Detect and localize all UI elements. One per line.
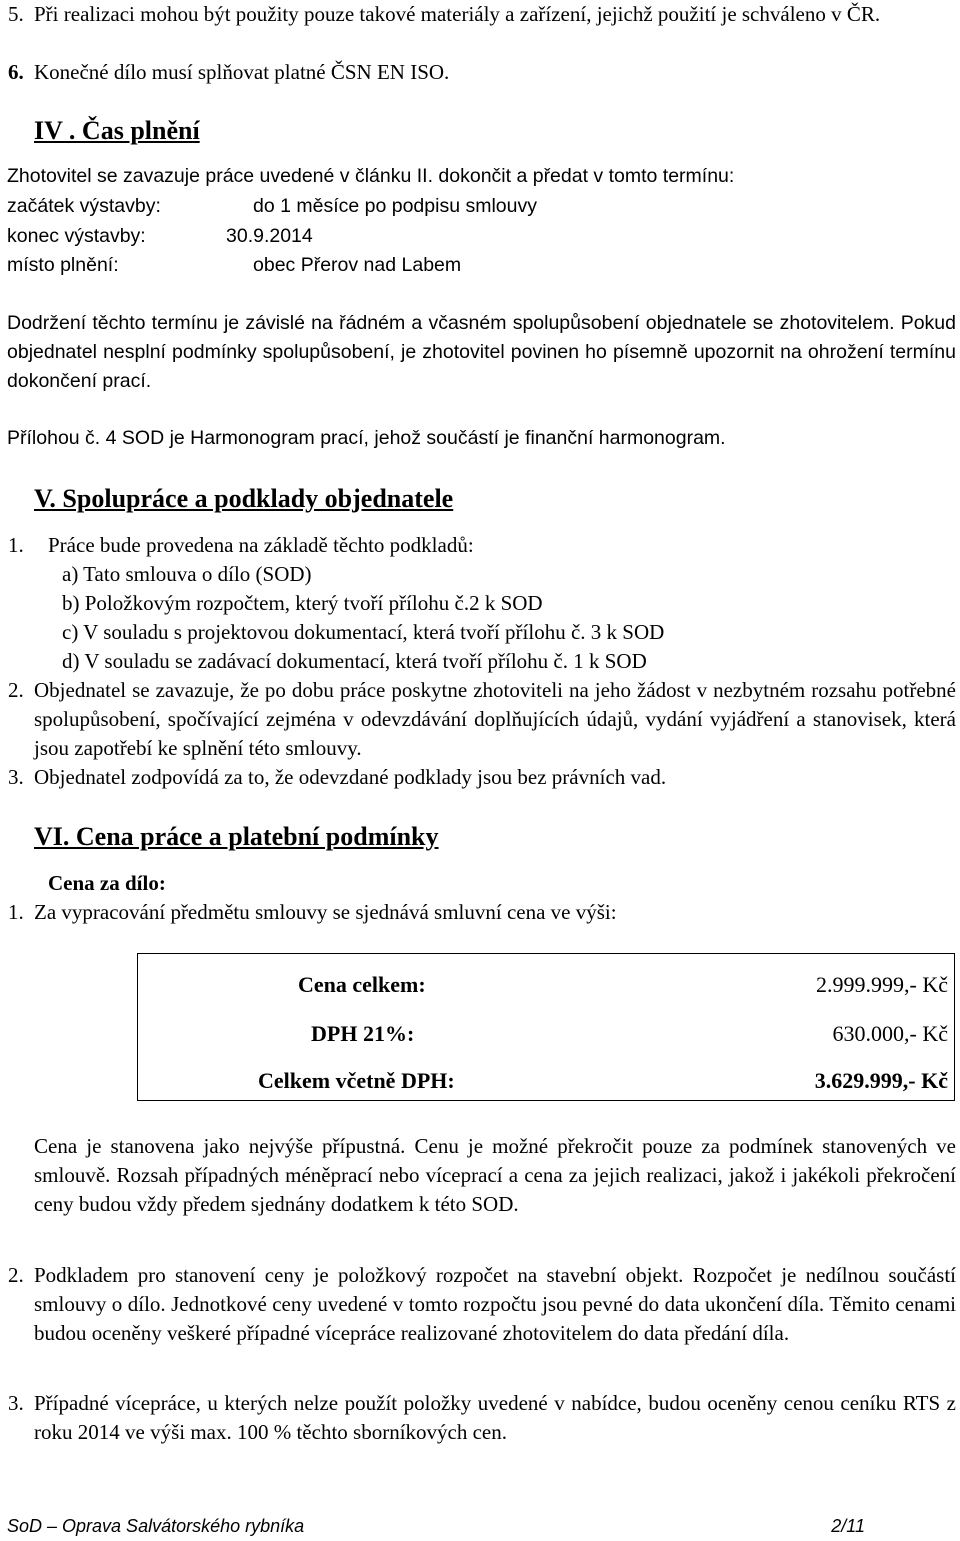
- vat-value: 630.000,- Kč: [832, 1021, 948, 1046]
- start-value: do 1 měsíce po podpisu smlouvy: [253, 195, 537, 217]
- item-number: 1.: [8, 533, 24, 557]
- section-heading-vi: VI. Cena práce a platební podmínky: [34, 822, 439, 851]
- footer-title: SoD – Oprava Salvátorského rybníka: [7, 1516, 305, 1536]
- list-item: c) V souladu s projektovou dokumentací, která tvoří přílohu č. 3 k SOD: [62, 620, 665, 644]
- item-number: 3.: [8, 765, 24, 789]
- section-heading-iv: IV . Čas plnění: [34, 116, 200, 145]
- item-number: 1.: [8, 900, 24, 924]
- item-number: 2.: [8, 1263, 24, 1287]
- item-text: Konečné dílo musí splňovat platné ČSN EN ISO.: [34, 60, 450, 84]
- list-item: b) Položkovým rozpočtem, který tvoří přílohu č.2 k SOD: [62, 591, 543, 615]
- place-value: obec Přerov nad Labem: [253, 254, 462, 276]
- subheading: Cena za dílo:: [48, 871, 166, 895]
- place-label: místo plnění:: [7, 254, 119, 276]
- paragraph: Zhotovitel se zavazuje práce uvedené v článku II. dokončit a předat v tomto termínu:: [7, 165, 735, 187]
- total-value: 2.999.999,- Kč: [816, 972, 948, 997]
- item-number: 5.: [8, 2, 24, 26]
- page-number: 2/11: [831, 1516, 865, 1536]
- list-item: a) Tato smlouva o dílo (SOD): [62, 562, 312, 586]
- item-number: 3.: [8, 1391, 24, 1415]
- paragraph: Cena je stanovena jako nejvýše přípustná. Cenu je možné překročit pouze za podmínek stanovených ve smlouvě. Rozsah případných méněprací nebo víceprací a cena za jejich realizaci, jakož i jakékoli překročení ceny budou vždy předem sjednány dodatkem k této SOD.: [34, 1134, 956, 1216]
- vat-label: DPH 21%:: [311, 1021, 415, 1046]
- gross-label: Celkem včetně DPH:: [258, 1068, 455, 1093]
- list-item: d) V souladu se zadávací dokumentací, která tvoří přílohu č. 1 k SOD: [62, 649, 647, 673]
- item-number: 2.: [8, 678, 24, 702]
- price-table: [137, 953, 955, 1101]
- item-text: Práce bude provedena na základě těchto podkladů:: [48, 533, 474, 557]
- total-label: Cena celkem:: [298, 972, 426, 997]
- section-heading-v: V. Spolupráce a podklady objednatele: [34, 484, 454, 513]
- item-number: 6.: [8, 60, 24, 84]
- item-text: Při realizaci mohou být použity pouze takové materiály a zařízení, jejichž použití je schváleno v ČR.: [34, 2, 881, 26]
- item-text: Objednatel zodpovídá za to, že odevzdané podklady jsou bez právních vad.: [34, 765, 667, 789]
- gross-value: 3.629.999,- Kč: [814, 1068, 948, 1093]
- item-text: Objednatel se zavazuje, že po dobu práce poskytne zhotoviteli na jeho žádost v nezbytném rozsahu potřebné spolupůsobení, spočívající zejména v odevzdávání doplňujících údajů, vydání vyjádření a stanovisek, která jsou zapotřebí ke splnění této smlouvy.: [34, 678, 956, 760]
- item-text: Případné vícepráce, u kterých nelze použít položky uvedené v nabídce, budou oceněny cenou ceníku RTS z roku 2014 ve výši max. 100 % těchto sborníkových cen.: [34, 1391, 956, 1444]
- paragraph: Dodržení těchto termínu je závislé na řádném a včasném spolupůsobení objednatele se zhotovitelem. Pokud objednatel nesplní podmínky spolupůsobení, je zhotovitel povinen ho písemně upozornit na ohrožení termínu dokončení prací.: [7, 312, 956, 392]
- end-label: konec výstavby:: [7, 225, 146, 247]
- end-value: 30.9.2014: [226, 225, 313, 247]
- item-text: Za vypracování předmětu smlouvy se sjednává smluvní cena ve výši:: [34, 900, 617, 924]
- item-text: Podkladem pro stanovení ceny je položkový rozpočet na stavební objekt. Rozpočet je nedílnou součástí smlouvy o dílo. Jednotkové ceny uvedené v tomto rozpočtu jsou pevné do data ukončení díla. Těmito cenami budou oceněny veškeré případné vícepráce realizované zhotovitelem do data předání díla.: [34, 1263, 956, 1345]
- start-label: začátek výstavby:: [7, 195, 161, 217]
- paragraph: Přílohou č. 4 SOD je Harmonogram prací, jehož součástí je finanční harmonogram.: [7, 427, 726, 449]
